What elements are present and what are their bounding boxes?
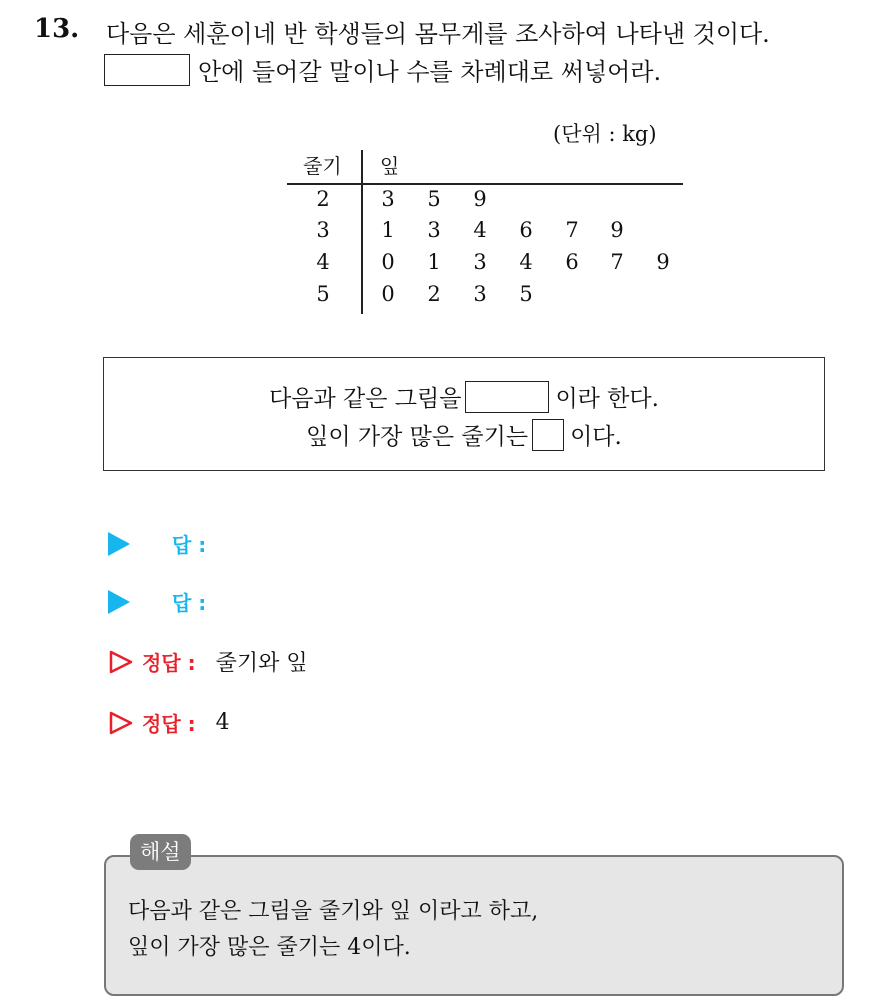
explanation-line2: 잎이 가장 많은 줄기는 4이다.	[128, 935, 411, 960]
stem-value: 5	[316, 282, 330, 306]
leaf-value: 3	[381, 187, 395, 211]
leaf-value: 9	[473, 187, 487, 211]
outline-triangle-icon	[108, 649, 134, 675]
answer-label: 답 :	[172, 533, 207, 557]
prompt-blank-2	[532, 419, 564, 451]
leaf-value: 4	[519, 250, 533, 274]
leaf-value: 0	[381, 250, 395, 274]
leaf-value: 9	[610, 218, 624, 242]
outline-triangle-icon	[108, 710, 134, 736]
question-number: 13.	[34, 14, 80, 44]
leaf-value: 0	[381, 282, 395, 306]
unit-label: (단위 : kg)	[553, 122, 657, 146]
answer-row-1	[108, 529, 206, 558]
question-text-line2-row	[104, 52, 661, 87]
leaf-value: 3	[473, 250, 487, 274]
leaf-header: 잎	[380, 154, 400, 178]
prompt-blank-1	[465, 381, 549, 413]
answer-label: 답 :	[172, 591, 207, 615]
leaf-value: 5	[427, 187, 441, 211]
explanation-box	[104, 855, 844, 996]
answer-row-2	[108, 587, 206, 616]
leaf-value: 3	[427, 218, 441, 242]
explanation-tab: 해설	[130, 834, 191, 870]
play-triangle-icon	[108, 590, 130, 614]
leaf-value: 7	[565, 218, 579, 242]
prompt-line2-after: 이다.	[570, 424, 622, 450]
question-text-line1: 다음은 세훈이네 반 학생들의 몸무게를 조사하여 나타낸 것이다.	[106, 20, 770, 48]
leaf-value: 5	[519, 282, 533, 306]
stem-value: 3	[316, 218, 330, 242]
prompt-line1	[103, 380, 825, 413]
correct-answer-value-1: 줄기와 잎	[215, 651, 308, 676]
stem-header: 줄기	[303, 154, 342, 178]
leaf-value: 6	[519, 218, 533, 242]
leaf-value: 1	[381, 218, 395, 242]
play-triangle-icon	[108, 532, 130, 556]
stem-leaf-divider-horizontal	[287, 183, 683, 185]
stem-leaf-divider-vertical	[361, 150, 363, 314]
question-blank-box	[104, 54, 190, 86]
leaf-value: 3	[473, 282, 487, 306]
prompt-line1-before: 다음과 같은 그림을	[269, 386, 462, 412]
correct-answer-row-2	[108, 708, 230, 737]
prompt-line2	[103, 418, 825, 451]
leaf-value: 6	[565, 250, 579, 274]
leaf-value: 7	[610, 250, 624, 274]
correct-answer-label: 정답 :	[142, 712, 196, 736]
correct-answer-label: 정답 :	[142, 651, 196, 675]
prompt-line1-after: 이라 한다.	[555, 386, 659, 412]
leaf-value: 2	[427, 282, 441, 306]
correct-answer-row-1	[108, 646, 308, 677]
stem-value: 4	[316, 250, 330, 274]
explanation-line1: 다음과 같은 그림을 줄기와 잎 이라고 하고,	[128, 899, 539, 924]
stem-value: 2	[316, 187, 330, 211]
correct-answer-value-2: 4	[215, 710, 230, 735]
leaf-value: 4	[473, 218, 487, 242]
question-text-line2: 안에 들어갈 말이나 수를 차례대로 써넣어라.	[198, 58, 662, 86]
leaf-value: 9	[656, 250, 670, 274]
leaf-value: 1	[427, 250, 441, 274]
prompt-box	[103, 357, 825, 471]
prompt-line2-before: 잎이 가장 많은 줄기는	[306, 424, 529, 450]
